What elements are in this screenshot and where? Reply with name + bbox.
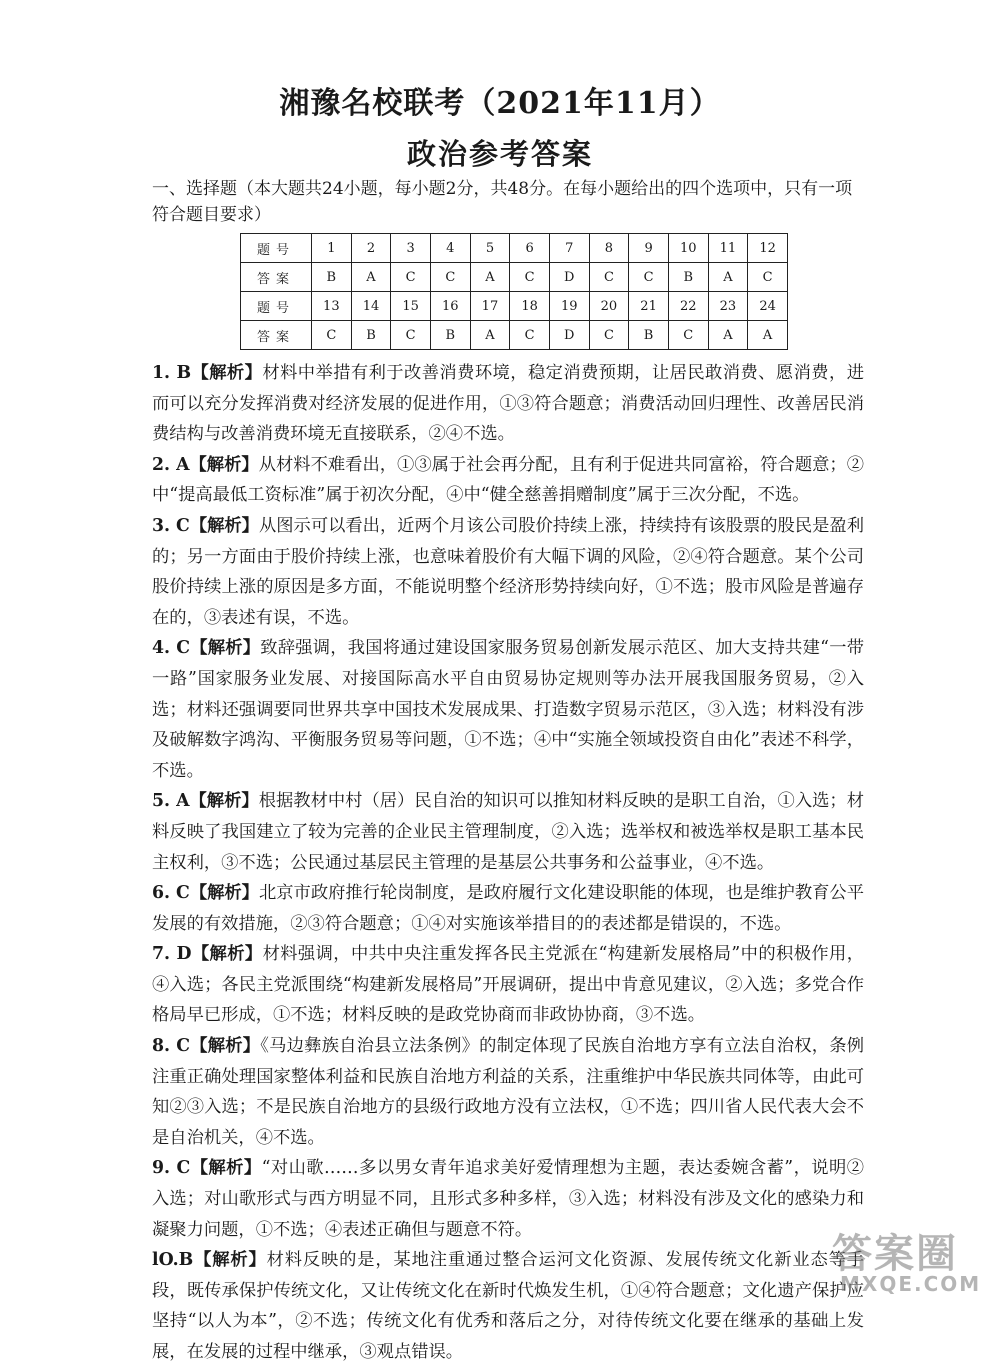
answer-table-row (241, 292, 788, 321)
explanation-paragraph (152, 878, 864, 939)
answer-cell: 16 (430, 292, 470, 321)
answer-cell: 14 (351, 292, 391, 321)
answer-cell: C (391, 321, 431, 350)
answer-cell: 6 (510, 234, 550, 263)
explanations (152, 358, 864, 1368)
explanation-paragraph (152, 1031, 864, 1153)
answer-label: 7. D【解析】 (152, 944, 263, 965)
answer-cell: 12 (748, 234, 788, 263)
answer-label: 3. C【解析】 (152, 515, 259, 536)
explanation-paragraph (152, 358, 864, 450)
answer-label: 5. A【解析】 (152, 791, 259, 812)
explanation-text: 材料中举措有利于改善消费环境，稳定消费预期，让居民敢消费、愿消费，进而可以充分发挥消费对经济发展的促进作用，①③符合题意；消费活动回归理性、改善居民消费结构与改善消费环境无直接联系，②④不选。 (152, 363, 864, 445)
logo-url: MXQE.COM (840, 1272, 982, 1296)
explanation-paragraph (152, 939, 864, 1031)
answer-cell: A (351, 263, 391, 292)
answer-cell: C (748, 263, 788, 292)
answer-table-row (241, 263, 788, 292)
answer-table-row (241, 321, 788, 350)
answer-cell: 1 (312, 234, 352, 263)
explanation-text: “对山歌……多以男女青年追求美好爱情理想为主题，表达委婉含蓄”，说明②入选；对山歌形式与西方明显不同，且形式多种多样，③入选；材料没有涉及文化的感染力和凝聚力问题，①不选；④表述正确但与题意不符。 (152, 1158, 865, 1240)
answer-cell: A (708, 321, 748, 350)
answer-cell: B (312, 263, 352, 292)
answer-cell: A (748, 321, 788, 350)
answer-label: 4. C【解析】 (152, 638, 261, 659)
answer-cell: 9 (629, 234, 669, 263)
answer-cell: 7 (549, 234, 589, 263)
answer-label: 2. A【解析】 (152, 454, 259, 475)
answer-cell: C (589, 263, 629, 292)
answer-cell: B (351, 321, 391, 350)
answer-cell: 23 (708, 292, 748, 321)
row-header: 题号 (241, 234, 312, 263)
answer-cell: B (430, 321, 470, 350)
answer-label: 8. C【解析】 (152, 1036, 261, 1057)
answer-cell: 21 (629, 292, 669, 321)
site-logo (832, 1222, 982, 1300)
answer-cell: 3 (391, 234, 431, 263)
logo-text: 答案圈 (832, 1231, 958, 1277)
explanation-paragraph (152, 511, 864, 633)
answer-table (240, 233, 788, 350)
explanation-text: 根据教材中村（居）民自治的知识可以推知材料反映的是职工自治，①入选；材料反映了我国建立了较为完善的企业民主管理制度，②入选；选举权和被选举权是职工基本民主权利，③不选；公民通过基层民主管理的是基层公共事务和公益事业，④不选。 (152, 791, 864, 873)
answer-cell: 8 (589, 234, 629, 263)
answer-cell: C (510, 321, 550, 350)
explanation-text: 致辞强调，我国将通过建设国家服务贸易创新发展示范区、加大支持共建“一带一路”国家服务业发展、对接国际高水平自由贸易协定规则等办法开展我国服务贸易，②入选；材料还强调要同世界共享中国技术发展成果、打造数字贸易示范区，③入选；材料没有涉及破解数字鸿沟、平衡服务贸易等问题，①不选；④中“实施全领域投资自由化”表述不科学，不选。 (152, 638, 865, 781)
explanation-paragraph (152, 1245, 864, 1367)
answer-label: 9. C【解析】 (152, 1158, 262, 1179)
answer-cell: A (470, 263, 510, 292)
answer-cell: D (549, 321, 589, 350)
explanation-paragraph (152, 633, 864, 786)
answer-cell: B (629, 321, 669, 350)
answer-cell: A (708, 263, 748, 292)
row-header: 答案 (241, 321, 312, 350)
answer-cell: 2 (351, 234, 391, 263)
answer-label: 6. C【解析】 (152, 883, 259, 904)
answer-cell: 19 (549, 292, 589, 321)
answer-cell: 10 (668, 234, 708, 263)
explanation-paragraph (152, 786, 864, 878)
answer-cell: 4 (430, 234, 470, 263)
page-title: 湘豫名校联考（2021年11月） (279, 86, 721, 121)
row-header: 答案 (241, 263, 312, 292)
explanation-text: 从图示可以看出，近两个月该公司股价持续上涨，持续持有该股票的股民是盈利的；另一方面由于股价持续上涨，也意味着股价有大幅下调的风险，②④符合题意。某个公司股价持续上涨的原因是多方面，不能说明整个经济形势持续向好，①不选；股市风险是普遍存在的，③表述有误，不选。 (152, 515, 864, 628)
answer-cell: C (668, 321, 708, 350)
answer-cell: 13 (312, 292, 352, 321)
row-header: 题号 (241, 292, 312, 321)
answer-cell: 15 (391, 292, 431, 321)
answer-cell: C (430, 263, 470, 292)
answer-cell: C (510, 263, 550, 292)
explanation-text: 从材料不难看出，①③属于社会再分配，且有利于促进共同富裕，符合题意；②中“提高最低工资标准”属于初次分配，④中“健全慈善捐赠制度”属于三次分配，不选。 (152, 454, 864, 506)
explanation-text: 材料反映的是，某地注重通过整合运河文化资源、发展传统文化新业态等手段，既传承保护传统文化，又让传统文化在新时代焕发生机，①④符合题意；文化遗产保护应坚持“以人为本”，②不选；传统文化有优秀和落后之分，对待传统文化要在继承的基础上发展，在发展的过程中继承，③观点错误。 (152, 1250, 864, 1362)
answer-cell: 11 (708, 234, 748, 263)
answer-cell: 22 (668, 292, 708, 321)
answer-table-row (241, 234, 788, 263)
answer-cell: C (312, 321, 352, 350)
answer-label: lO.B【解析】 (152, 1250, 267, 1271)
answer-cell: C (589, 321, 629, 350)
explanation-text: 北京市政府推行轮岗制度，是政府履行文化建设职能的体现，也是维护教育公平发展的有效措施，②③符合题意；①④对实施该举措目的的表述都是错误的，不选。 (152, 883, 864, 934)
answer-cell: B (668, 263, 708, 292)
answer-cell: C (629, 263, 669, 292)
answer-cell: 24 (748, 292, 788, 321)
answer-cell: D (549, 263, 589, 292)
explanation-paragraph (152, 450, 864, 511)
section-intro: 一、选择题（本大题共24小题，每小题2分，共48分。在每小题给出的四个选项中，只有一项符合题目要求） (152, 179, 853, 225)
answer-cell: C (391, 263, 431, 292)
explanation-text: 材料强调，中共中央注重发挥各民主党派在“构建新发展格局”中的积极作用，④入选；各民主党派围绕“构建新发展格局”开展调研，提出中肯意见建议，②入选；多党合作格局早已形成，①不选；材料反映的是政党协商而非政协协商，③不选。 (152, 944, 865, 1026)
answer-cell: 20 (589, 292, 629, 321)
answer-cell: A (470, 321, 510, 350)
explanation-text: 《马边彝族自治县立法条例》的制定体现了民族自治地方享有立法自治权，条例注重正确处理国家整体利益和民族自治地方利益的关系，注重维护中华民族共同体等，由此可知②③入选；不是民族自治地方的县级行政地方没有立法权，①不选；四川省人民代表大会不是自治机关，④不选。 (152, 1036, 864, 1148)
explanation-paragraph (152, 1153, 864, 1245)
page-subtitle: 政治参考答案 (406, 137, 593, 171)
answer-label: 1. B【解析】 (152, 363, 263, 383)
answer-cell: 18 (510, 292, 550, 321)
answer-cell: 17 (470, 292, 510, 321)
answer-cell: 5 (470, 234, 510, 263)
